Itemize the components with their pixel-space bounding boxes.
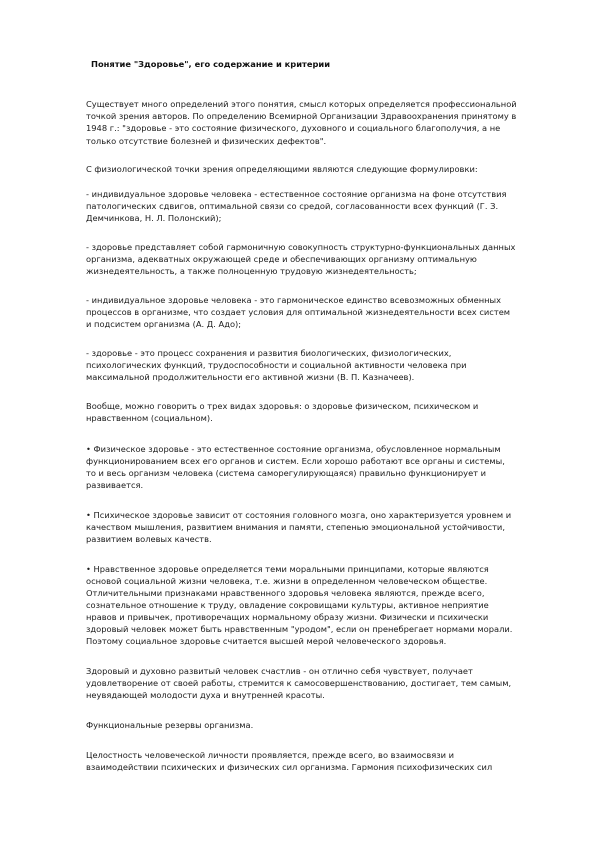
text-line: - индивидуальное здоровье человека - это гармоническое единство всевозможных обменных <box>86 295 502 305</box>
text-line: организма, адекватных окружающей среде и обеспечивающих организму оптимальную <box>86 254 477 264</box>
text-line: максимальной продолжительности его активной жизни (В. П. Казначеев). <box>86 372 415 382</box>
text-line: - здоровье представляет собой гармоничную совокупность структурно-функциональных данных <box>86 242 516 252</box>
text-line: патологических сдвигов, оптимальной связи со средой, согласованности всех функций (Г. З. <box>86 201 499 211</box>
text-line: Демчинкова, Н. Л. Полонский); <box>86 213 222 223</box>
text-line: психологических функций, трудоспособности и социальной активности человека при <box>86 360 467 370</box>
text-line: С физиологической точки зрения определяющими являются следующие формулировки: <box>86 164 478 174</box>
text-line: процессов в организме, что создает условия для оптимальной жизнедеятельности всех систем <box>86 307 511 317</box>
text-line: развитием волевых качеств. <box>86 534 212 544</box>
text-line: нравов и привычек, противоречащих нормальному образу жизни. Физически и психически <box>86 612 489 622</box>
text-line: сознательное отношение к труду, овладение сокровищами культуры, активное неприятие <box>86 600 489 610</box>
text-line: функционированием всех его органов и систем. Если хорошо работают все органы и системы, <box>86 456 505 466</box>
text-line: точкой зрения авторов. По определению Всемирной Организации Здравоохранения принятому в <box>86 111 517 121</box>
text-line: • Психическое здоровье зависит от состояния головного мозга, оно характеризуется уровнем и <box>86 510 512 520</box>
text-line: удовлетворение от своей работы, стремится к самосовершенствованию, достигает, тем самым, <box>86 678 512 688</box>
text-line: и подсистем организма (А. Д. Адо); <box>86 319 242 329</box>
text-line: Вообще, можно говорить о трех видах здоровья: о здоровье физическом, психическом и <box>86 401 479 411</box>
text-line: развивается. <box>86 480 144 490</box>
text-line: 1948 г.: "здоровье - это состояние физического, духовного и социального благополучия, а не <box>86 123 501 133</box>
text-line: то и весь организм человека (система саморегулирующаяся) правильно функционирует и <box>86 468 487 478</box>
text-line: здоровый человек может быть нравственным "уродом", если он пренебрегает нормами морали. <box>86 624 513 634</box>
text-line: только отсутствие болезней и физических дефектов". <box>86 136 327 146</box>
text-line: взаимодействии психических и физических сил организма. Гармония психофизических сил <box>86 762 493 772</box>
text-line: качеством мышления, развитием внимания и памяти, степенью эмоциональной устойчивости, <box>86 522 505 532</box>
text-line: Отличительными признаками нравственного здоровья человека являются, прежде всего, <box>86 588 485 598</box>
text-line: - здоровье - это процесс сохранения и развития биологических, физиологических, <box>86 348 452 358</box>
text-line: нравственном (социальном). <box>86 413 213 423</box>
text-line: Целостность человеческой личности проявляется, прежде всего, во взаимосвязи и <box>86 750 455 760</box>
text-line: Существует много определений этого понятия, смысл которых определяется профессиональной <box>86 99 517 109</box>
text-line: Поэтому социальное здоровье считается высшей мерой человеческого здоровья. <box>86 636 447 646</box>
text-line: - индивидуальное здоровье человека - естественное состояние организма на фоне отсутствия <box>86 189 507 199</box>
text-line: Здоровый и духовно развитый человек счастлив - он отлично себя чувствует, получает <box>86 666 473 676</box>
text-line: жизнедеятельность, а также полноценную трудовую жизнедеятельность; <box>86 266 417 276</box>
document-title: Понятие "Здоровье", его содержание и критерии <box>91 59 331 69</box>
text-line: • Нравственное здоровье определяется теми моральными принципами, которые являются <box>86 564 489 574</box>
text-line: неувядающей молодости духа и внутренней красоты. <box>86 690 325 700</box>
text-line: • Физическое здоровье - это естественное состояние организма, обусловленное нормальным <box>86 444 501 454</box>
text-line: Функциональные резервы организма. <box>86 720 254 730</box>
text-line: основой социальной жизни человека, т.е. жизни в определенном человеческом обществе. <box>86 576 488 586</box>
